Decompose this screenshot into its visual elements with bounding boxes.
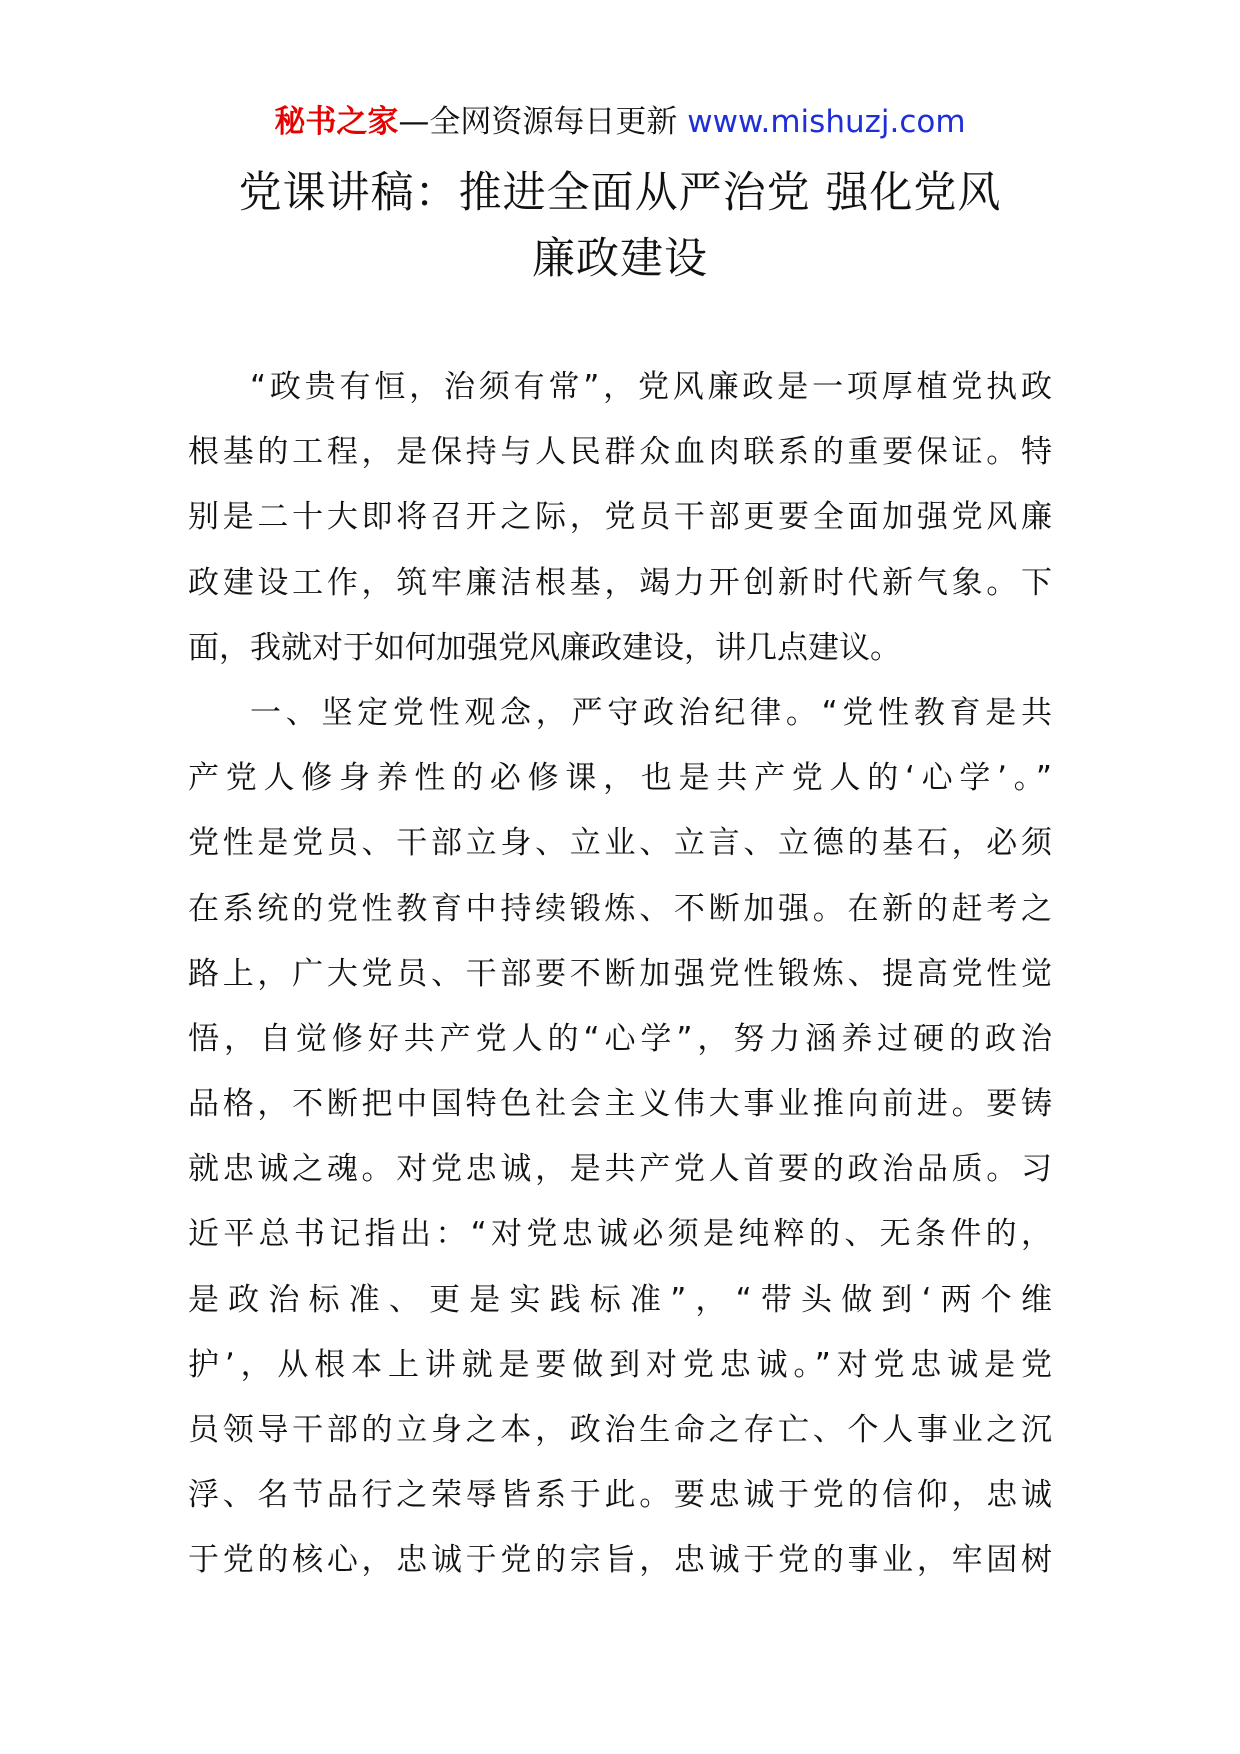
paragraph-line: 在系统的党性教育中持续锻炼、不断加强。在新的赶考之 (188, 890, 1052, 927)
site-url-link[interactable]: www.mishuzj.com (687, 104, 966, 140)
paragraph-line: 浮、名节品行之荣辱皆系于此。要忠诚于党的信仰，忠诚 (188, 1477, 1052, 1514)
paragraph-line: 根基的工程，是保持与人民群众血肉联系的重要保证。特 (188, 434, 1052, 471)
paragraph-line: 近平总书记指出：“对党忠诚必须是纯粹的、无条件的， (188, 1216, 1052, 1253)
title-line-2: 廉政建设 (532, 234, 708, 284)
paragraph-line: 一、坚定党性观念，严守政治纪律。“党性教育是共 (250, 694, 1052, 731)
paragraph-line: 党性是党员、干部立身、立业、立言、立德的基石，必须 (188, 825, 1052, 862)
paragraph-line: 员领导干部的立身之本，政治生命之存亡、个人事业之沉 (188, 1412, 1052, 1448)
paragraph-line: 于党的核心，忠诚于党的宗旨，忠诚于党的事业，牢固树 (188, 1542, 1052, 1579)
paragraph-line: 路上，广大党员、干部要不断加强党性锻炼、提高党性觉 (188, 955, 1052, 992)
paragraph-line: 产党人修身养性的必修课，也是共产党人的‘心学’。” (188, 760, 1052, 797)
paragraph-line: 别是二十大即将召开之际，党员干部更要全面加强党风廉 (188, 499, 1052, 536)
paragraph-line: 护’，从根本上讲就是要做到对党忠诚。”对党忠诚是党 (188, 1346, 1052, 1383)
paragraph-line: 面，我就对于如何加强党风廉政建设，讲几点建议。 (188, 629, 901, 666)
paragraph-line: 品格，不断把中国特色社会主义伟大事业推向前进。要铸 (188, 1086, 1052, 1123)
header-tagline: —全网资源每日更新 (398, 104, 678, 140)
brand-name: 秘书之家 (274, 104, 399, 140)
paragraph-line: 悟，自觉修好共产党人的“心学”，努力涵养过硬的政治 (188, 1020, 1052, 1057)
site-header (0, 100, 1240, 144)
paragraph-line: 是政治标准、更是实践标准”，“带头做到‘两个维 (188, 1281, 1052, 1318)
paragraph-line: “政贵有恒，治须有常”，党风廉政是一项厚植党执政 (250, 369, 1052, 405)
paragraph-line: 就忠诚之魂。对党忠诚，是共产党人首要的政治品质。习 (188, 1151, 1052, 1188)
document-title (120, 160, 1120, 292)
body-text (188, 355, 1052, 1594)
paragraph-line: 政建设工作，筑牢廉洁根基，竭力开创新时代新气象。下 (188, 564, 1052, 601)
title-line-1: 党课讲稿：推进全面从严治党 强化党风 (238, 168, 1002, 218)
